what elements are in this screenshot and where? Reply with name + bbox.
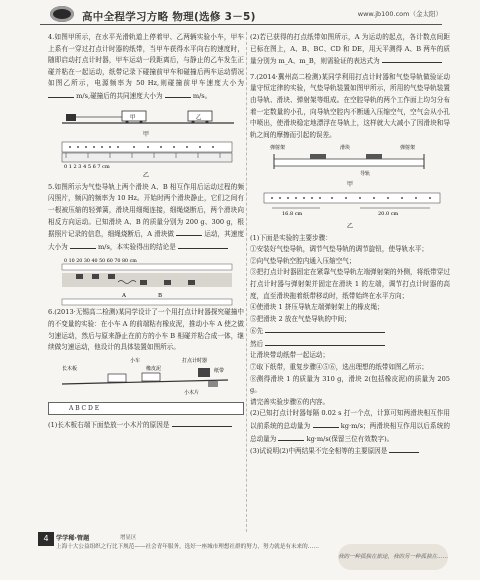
- label-board: 长木板: [62, 365, 78, 372]
- step-6-suffix: 让滑块带动纸带一起运动；: [250, 351, 330, 360]
- column-divider: [246, 32, 247, 532]
- step-6-prefix: ⑥先: [250, 327, 264, 336]
- left-column: [48, 32, 244, 432]
- slider-b-label: B: [158, 293, 163, 300]
- answer-blank: [265, 325, 385, 333]
- cart-yi-label: 乙: [196, 114, 202, 121]
- figure-7a: [250, 141, 450, 179]
- label-track: 导轨: [360, 171, 371, 178]
- question-5-text: 5.如图所示为气垫导轨上两个滑块 A、B 相互作用后运动过程的频闪照片，频闪的频率为 10 Hz。开始时两个滑块静止，它们之间有一根被压缩的轻弹簧，滑块用细绳连接，细绳烧断后，两个滑块向相反方向运动。已知滑块 A、B 的质量分别为 200 g、300 g，根据照片记录的信息，细绳烧断后，A 滑块做: [48, 182, 244, 239]
- answer-blank: [382, 55, 442, 63]
- question-4-unit1: m/s,碰撞后的共同速度大小为: [76, 91, 163, 100]
- answer-blank: [278, 433, 304, 441]
- question-6-part1: [48, 419, 244, 432]
- question-7: 7.(2014·冀州高二检测)某同学利用打点计时器和气垫导轨做验证动量守恒定律的实验，气垫导轨装置如图甲所示，所用的气垫导轨装置由导轨、滑块、弹射架等组成。在空腔导轨的两个工作面上均匀分布着一定数量的小孔，向导轨空腔内不断通入压缩空气，空气会从小孔中喷出，使滑块稳定地漂浮在导轨上，这样就大大减小了因滑块和导轨之间的摩擦而引起的误差。: [250, 72, 450, 139]
- question-6: 6.(2013·无锡高二检测)某同学设计了一个用打点计时器探究碰撞中的不变量的实验：在小车 A 的前端粘有橡皮泥，推动小车 A 使之做匀速运动，然后与原来静止在前方的小车 B 相碰并粘合成一体，继续做匀速运动，他设计的具体装置如图所示。: [48, 308, 244, 352]
- label-tape: 纸带: [214, 367, 225, 374]
- cart-jia-label: 甲: [130, 114, 136, 121]
- label-putty: 橡皮泥: [146, 365, 162, 372]
- distance-before: 16.8 cm: [282, 210, 303, 217]
- question-6-part1-text: (1)长木板右端下面垫放一小木片的原因是: [48, 421, 170, 430]
- question-5: [48, 182, 244, 254]
- answer-blank: [172, 419, 232, 427]
- step-10-text: (2)已知打点计时器每隔 0.02 s 打一个点，计算可知两滑块相互作用以前系统的总动量为: [250, 409, 450, 431]
- footer-tag: 学学稀·管题: [56, 535, 90, 542]
- question-6-part2: [250, 32, 450, 68]
- tape-7-diagram: [250, 191, 450, 221]
- step-0: (1)下面是实验的主要步骤：: [250, 233, 332, 242]
- eye-logo-icon: [50, 6, 74, 22]
- question-4: [48, 32, 244, 103]
- label-launcher-left: 弹射架: [270, 145, 286, 152]
- answer-blank: [48, 90, 74, 98]
- collision-apparatus-diagram: [48, 354, 244, 402]
- step-11: [250, 445, 450, 458]
- step-6-then: 然后: [250, 339, 264, 348]
- timer-icon: [66, 114, 76, 121]
- figure-7a-caption: 甲: [346, 181, 354, 189]
- strobe-scale-top: 0 10 20 30 40 50 60 70 80 cm: [64, 259, 137, 265]
- right-column: [250, 32, 450, 458]
- header-url: www.jb100.com（金太阳）: [357, 10, 442, 18]
- label-cart: 小车: [130, 357, 141, 364]
- footer-text: 上海十大公益组织之行比下规范——社会青年服务，选好一座城市理想社群的努力，努力就是有未来的……: [56, 544, 319, 550]
- footer-motto: 增显区: [120, 535, 137, 541]
- page-number: 4: [38, 532, 54, 546]
- figure-4b-caption: 乙: [142, 172, 150, 180]
- question-5-unit1: 运动，其速度大小为: [48, 230, 244, 251]
- step-4: ④使滑块 1 挤压导轨左端弹射架上的橡皮绳；: [250, 303, 384, 312]
- header-rule: [40, 24, 442, 25]
- step-10: [250, 408, 450, 445]
- question-4-text: 4.如图甲所示，在水平光滑轨道上停着甲、乙两辆实验小车，甲车上系有一穿过打点计时器的纸带，当甲车获得水平向右的速度时，随即启动打点计时器，甲车运动一段距离后，与静止的乙车发生正碰并粘在一起运动，纸带记录下碰撞前甲车和碰撞后两车运动情况如图乙所示，电源频率为 50 Hz,则碰撞前甲车速度大小为: [48, 33, 244, 88]
- label-timer: 打点计时器: [182, 357, 208, 364]
- step-2: ②向气垫导轨空腔内通入压缩空气；: [250, 256, 356, 265]
- label-slider: 滑块: [340, 145, 351, 152]
- step-11-text: (3)试说明(2)中两结果不完全相等的主要原因是: [250, 447, 388, 456]
- step-8: ⑧测得滑块 1 的质量为 310 g，滑块 2(包括橡皮泥)的质量为 205 g。: [250, 374, 450, 395]
- figure-4a: [48, 103, 244, 129]
- answer-blank: [176, 228, 202, 236]
- figure-7b: [250, 191, 450, 221]
- step-10-mid: kg·m/s；两滑块相互作用以后系统的总动量为: [250, 422, 450, 443]
- label-launcher-right: 弹射架: [400, 145, 416, 152]
- figure-5: [48, 255, 244, 307]
- air-track-diagram: [250, 141, 450, 179]
- strobe-photo-diagram: [48, 255, 244, 307]
- answer-blank: [389, 445, 419, 453]
- tape-ruler-diagram: [48, 140, 244, 170]
- step-6: [250, 325, 450, 362]
- ruler-scale: 0 1 2 3 4 5 6 7 cm: [64, 164, 110, 171]
- figure-7b-caption: 乙: [346, 222, 354, 230]
- figure-6: [48, 354, 244, 402]
- slider-a-label: A: [122, 293, 126, 300]
- step-3: ③把打点计时器固定在紧靠气垫导轨左端弹射架的外侧，将纸带穿过打点计时器与弹射架并固定在滑块 1 的左端，调节打点计时器的高度，直至滑块拖着纸带移动时，纸带始终在水平方向；: [250, 268, 450, 300]
- step-7: ⑦取下纸带，重复步骤④⑤⑥，选出理想的纸带如图乙所示；: [250, 363, 429, 372]
- answer-blank: [70, 241, 96, 249]
- answer-blank: [165, 90, 191, 98]
- cart-track-diagram: [48, 103, 244, 129]
- footer-banner: 我的一种孤独在旅途，我的另一种孤独在……: [338, 544, 448, 570]
- figure-6-tape-labels: A B C D E: [48, 402, 244, 416]
- figure-4b: [48, 140, 244, 170]
- page-header: [0, 0, 480, 30]
- question-6-part2-text: (2)若已获得的打点纸带如图所示，A 为运动的起点，各计数点间距已标在图上，A、B、BC、CD 和 DE，用天平测得 A、B 两车的质量分别为 m_A、m_B，则需验证的表达式为: [250, 33, 450, 66]
- question-4-unit2: m/s。: [192, 91, 212, 100]
- distance-after: 20.0 cm: [378, 210, 399, 217]
- step-1: ①安装好气垫导轨，调节气垫导轨的调节旋钮，使导轨水平；: [250, 245, 429, 254]
- figure-4a-caption: 甲: [142, 130, 150, 138]
- label-block: 小木片: [184, 389, 200, 396]
- step-9: 请完善实验步骤⑥的内容。: [250, 397, 330, 406]
- page-footer: [38, 530, 448, 578]
- step-10-end: kg·m/s(保留三位有效数字)。: [306, 434, 394, 443]
- answer-blank: [313, 420, 339, 428]
- answer-blank: [178, 241, 228, 249]
- answer-blank: [265, 338, 385, 346]
- book-title: 高中全程学习方略 物理(选修 3－5): [82, 11, 256, 23]
- step-5: ⑤把滑块 2 放在气垫导轨的中间；: [250, 314, 351, 323]
- question-5-unit2: m/s，本实验得出的结论是: [98, 242, 176, 251]
